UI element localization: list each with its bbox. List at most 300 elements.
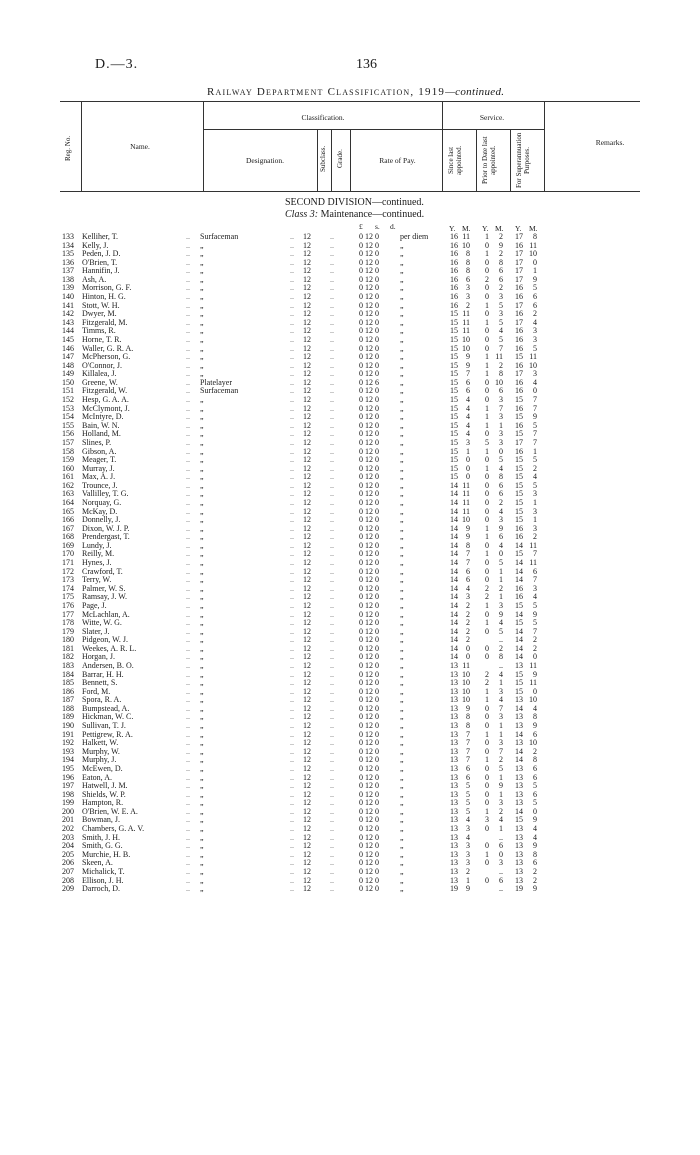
- employee-name: Chambers, G. A. V.: [82, 824, 145, 834]
- super-months: 0: [533, 386, 537, 396]
- since-last-months: 4: [466, 832, 470, 842]
- document-reference: D.—3.: [95, 57, 139, 72]
- super-years: 13: [515, 789, 523, 799]
- subclass: 12: [303, 703, 311, 713]
- employee-name: Bowman, J.: [82, 815, 120, 825]
- pay-period: „: [400, 240, 404, 250]
- leader-dots: ..: [290, 875, 294, 885]
- since-last-years: 16: [450, 292, 458, 302]
- prior-months: 1: [499, 772, 503, 782]
- super-months: 4: [533, 824, 537, 834]
- subclass: 12: [303, 583, 311, 593]
- subclass: 12: [303, 678, 311, 688]
- since-last-years: 15: [450, 455, 458, 465]
- designation: „: [200, 446, 204, 456]
- super-years: 16: [515, 334, 523, 344]
- super-years: 13: [515, 866, 523, 876]
- leader-dots: ..: [186, 497, 190, 507]
- leader-dots: ..: [186, 540, 190, 550]
- designation: „: [200, 678, 204, 688]
- prior-years: 1: [485, 686, 489, 696]
- prior-months: 5: [499, 455, 503, 465]
- prior-years: 1: [485, 317, 489, 327]
- col-divider: [81, 101, 82, 191]
- subclass: 12: [303, 592, 311, 602]
- rate-of-pay: 0 12 0: [359, 497, 379, 507]
- reg-no: 208: [62, 875, 74, 885]
- leader-dots: ..: [290, 849, 294, 859]
- since-last-years: 15: [450, 420, 458, 430]
- pay-period: „: [400, 360, 404, 370]
- since-last-years: 14: [450, 592, 458, 602]
- leader-dots: ..: [330, 326, 334, 336]
- since-last-years: 13: [450, 875, 458, 885]
- pay-period: „: [400, 583, 404, 593]
- leader-dots: ..: [186, 506, 190, 516]
- designation: „: [200, 849, 204, 859]
- rate-of-pay: 0 12 0: [359, 703, 379, 713]
- leader-dots: ..: [330, 618, 334, 628]
- since-last-years: 14: [450, 635, 458, 645]
- subclass: 12: [303, 789, 311, 799]
- since-last-months: 7: [466, 558, 470, 568]
- since-last-months: 10: [462, 695, 470, 705]
- since-last-months: 3: [466, 283, 470, 293]
- reg-no: 178: [62, 618, 74, 628]
- prior-months: 8: [499, 369, 503, 379]
- pay-period: „: [400, 600, 404, 610]
- prior-years: 1: [485, 532, 489, 542]
- super-years: 13: [515, 875, 523, 885]
- prior-years: 0: [485, 858, 489, 868]
- designation: „: [200, 703, 204, 713]
- col-divider: [544, 101, 545, 191]
- leader-dots: ..: [330, 686, 334, 696]
- since-last-months: 9: [466, 884, 470, 894]
- since-last-months: 4: [466, 395, 470, 405]
- leader-dots: ..: [330, 875, 334, 885]
- rate-of-pay: 0 12 0: [359, 721, 379, 731]
- leader-dots: ..: [290, 635, 294, 645]
- super-months: 0: [533, 257, 537, 267]
- employee-name: Murphy, J.: [82, 755, 117, 765]
- super-months: 6: [533, 729, 537, 739]
- rate-of-pay: 0 12 0: [359, 480, 379, 490]
- since-last-months: 1: [466, 875, 470, 885]
- leader-dots: ..: [330, 240, 334, 250]
- since-last-months: 0: [466, 643, 470, 653]
- super-months: 8: [533, 712, 537, 722]
- prior-years: 0: [485, 497, 489, 507]
- leader-dots: ..: [330, 815, 334, 825]
- subclass: 12: [303, 480, 311, 490]
- employee-name: Morrison, G. F.: [82, 283, 132, 293]
- employee-name: Spora, R. A.: [82, 695, 122, 705]
- prior-months: 3: [499, 515, 503, 525]
- leader-dots: ..: [186, 386, 190, 396]
- since-last-months: 10: [462, 678, 470, 688]
- super-months: 3: [533, 523, 537, 533]
- leader-dots: ..: [330, 309, 334, 319]
- designation: „: [200, 592, 204, 602]
- since-last-years: 14: [450, 626, 458, 636]
- since-last-months: 6: [466, 772, 470, 782]
- since-last-years: 15: [450, 317, 458, 327]
- header-reg-no: Reg. No.: [64, 135, 72, 161]
- pay-period: „: [400, 875, 404, 885]
- rate-of-pay: 0 12 0: [359, 540, 379, 550]
- prior-months: 0: [499, 446, 503, 456]
- reg-no: 185: [62, 678, 74, 688]
- rate-of-pay: 0 12 0: [359, 352, 379, 362]
- leader-dots: ..: [290, 643, 294, 653]
- rate-of-pay: 0 12 0: [359, 274, 379, 284]
- employee-name: Lundy, J.: [82, 540, 112, 550]
- since-last-years: 13: [450, 738, 458, 748]
- since-last-months: 2: [466, 626, 470, 636]
- employee-name: O'Brien, T.: [82, 257, 118, 267]
- leader-dots: ..: [330, 446, 334, 456]
- super-years: 14: [515, 643, 523, 653]
- subclass: 12: [303, 781, 311, 791]
- leader-dots: ..: [290, 472, 294, 482]
- rate-of-pay: 0 12 0: [359, 300, 379, 310]
- since-last-months: 11: [462, 489, 470, 499]
- leader-dots: ..: [290, 686, 294, 696]
- prior-years: 1: [485, 755, 489, 765]
- super-years: 13: [515, 772, 523, 782]
- prior-months: 1: [499, 789, 503, 799]
- super-months: 9: [533, 669, 537, 679]
- reg-no: 200: [62, 806, 74, 816]
- super-years: 16: [515, 343, 523, 353]
- rate-of-pay: 0 12 0: [359, 549, 379, 559]
- leader-dots: ..: [330, 369, 334, 379]
- subclass: 12: [303, 249, 311, 259]
- leader-dots: ..: [186, 884, 190, 894]
- prior-months: 5: [499, 334, 503, 344]
- pay-period: „: [400, 686, 404, 696]
- pay-period: „: [400, 781, 404, 791]
- super-months: 6: [533, 300, 537, 310]
- reg-no: 176: [62, 600, 74, 610]
- prior-years: 0: [485, 326, 489, 336]
- super-years: 14: [515, 626, 523, 636]
- pay-period: „: [400, 824, 404, 834]
- prior-months: 2: [499, 497, 503, 507]
- reg-no: 135: [62, 249, 74, 259]
- super-years: 13: [515, 832, 523, 842]
- subclass: 12: [303, 849, 311, 859]
- leader-dots: ..: [186, 738, 190, 748]
- subclass: 12: [303, 455, 311, 465]
- rate-of-pay: 0 12 0: [359, 772, 379, 782]
- pay-period: „: [400, 377, 404, 387]
- leader-dots: ..: [290, 523, 294, 533]
- reg-no: 171: [62, 558, 74, 568]
- subclass: 12: [303, 274, 311, 284]
- since-last-years: 13: [450, 798, 458, 808]
- super-months: 7: [533, 395, 537, 405]
- super-months: 0: [533, 806, 537, 816]
- employee-name: Murchie, H. B.: [82, 849, 131, 859]
- reg-no: 182: [62, 652, 74, 662]
- super-months: 6: [533, 292, 537, 302]
- prior-months: ..: [499, 884, 503, 894]
- col-divider: [476, 129, 477, 191]
- class-heading: [285, 209, 424, 220]
- pay-period: „: [400, 386, 404, 396]
- super-months: 9: [533, 274, 537, 284]
- employee-name: Horne, T. R.: [82, 334, 122, 344]
- reg-no: 139: [62, 283, 74, 293]
- leader-dots: ..: [186, 489, 190, 499]
- since-last-months: 3: [466, 824, 470, 834]
- prior-years: 0: [485, 429, 489, 439]
- since-last-months: 2: [466, 600, 470, 610]
- leader-dots: ..: [330, 669, 334, 679]
- rate-of-pay: 0 12 0: [359, 755, 379, 765]
- prior-years: 0: [485, 515, 489, 525]
- rate-of-pay: 0 12 0: [359, 738, 379, 748]
- subclass: 12: [303, 343, 311, 353]
- prior-years: 1: [485, 600, 489, 610]
- super-years: 17: [515, 437, 523, 447]
- leader-dots: ..: [330, 738, 334, 748]
- prior-years: 0: [485, 609, 489, 619]
- prior-years: 0: [485, 875, 489, 885]
- col-divider: [442, 101, 443, 191]
- leader-dots: ..: [186, 523, 190, 533]
- prior-years: 0: [485, 841, 489, 851]
- super-years: 16: [515, 360, 523, 370]
- leader-dots: ..: [290, 669, 294, 679]
- subclass: 12: [303, 841, 311, 851]
- prior-months: ..: [499, 832, 503, 842]
- since-last-months: 11: [462, 309, 470, 319]
- leader-dots: ..: [290, 515, 294, 525]
- pay-period: „: [400, 257, 404, 267]
- super-months: 11: [529, 540, 537, 550]
- leader-dots: ..: [290, 806, 294, 816]
- leader-dots: ..: [186, 678, 190, 688]
- super-years: 13: [515, 849, 523, 859]
- super-months: 4: [533, 472, 537, 482]
- subclass: 12: [303, 686, 311, 696]
- employee-name: Hampton, R.: [82, 798, 124, 808]
- pay-period: „: [400, 334, 404, 344]
- leader-dots: ..: [330, 386, 334, 396]
- leader-dots: ..: [186, 609, 190, 619]
- prior-months: 3: [499, 292, 503, 302]
- since-last-months: 8: [466, 249, 470, 259]
- prior-months: 5: [499, 317, 503, 327]
- prior-years: 1: [485, 695, 489, 705]
- super-years: 15: [515, 618, 523, 628]
- leader-dots: ..: [330, 643, 334, 653]
- since-last-years: 15: [450, 395, 458, 405]
- super-years: 15: [515, 497, 523, 507]
- rate-of-pay: 0 12 0: [359, 806, 379, 816]
- subclass: 12: [303, 695, 311, 705]
- leader-dots: ..: [330, 866, 334, 876]
- reg-no: 198: [62, 789, 74, 799]
- pay-period: „: [400, 420, 404, 430]
- leader-dots: ..: [186, 420, 190, 430]
- leader-dots: ..: [330, 463, 334, 473]
- leader-dots: ..: [330, 600, 334, 610]
- prior-years: 1: [485, 806, 489, 816]
- rate-of-pay: 0 12 0: [359, 283, 379, 293]
- pay-period: „: [400, 661, 404, 670]
- designation: „: [200, 661, 204, 670]
- leader-dots: ..: [186, 334, 190, 344]
- super-months: 9: [533, 609, 537, 619]
- pay-period: „: [400, 566, 404, 576]
- leader-dots: ..: [290, 746, 294, 756]
- super-years: 14: [515, 729, 523, 739]
- reg-no: 207: [62, 866, 74, 876]
- since-last-months: 6: [466, 386, 470, 396]
- subclass: 12: [303, 360, 311, 370]
- subclass: 12: [303, 232, 311, 241]
- super-years: 13: [515, 738, 523, 748]
- designation: „: [200, 643, 204, 653]
- reg-no: 163: [62, 489, 74, 499]
- prior-years: 0: [485, 377, 489, 387]
- leader-dots: ..: [330, 583, 334, 593]
- unit-shillings: s.: [375, 222, 380, 231]
- since-last-years: 13: [450, 824, 458, 834]
- leader-dots: ..: [290, 738, 294, 748]
- leader-dots: ..: [186, 755, 190, 765]
- super-months: 6: [533, 858, 537, 868]
- leader-dots: ..: [290, 815, 294, 825]
- since-last-months: 9: [466, 532, 470, 542]
- rate-of-pay: 0 12 0: [359, 626, 379, 636]
- since-last-months: 6: [466, 274, 470, 284]
- since-last-years: 14: [450, 532, 458, 542]
- unit-years: Y.: [449, 224, 456, 233]
- rate-of-pay: 0 12 0: [359, 489, 379, 499]
- super-months: 11: [529, 678, 537, 688]
- leader-dots: ..: [330, 841, 334, 851]
- pay-period: „: [400, 489, 404, 499]
- employee-name: Horgan, J.: [82, 652, 115, 662]
- super-years: 15: [515, 455, 523, 465]
- prior-years: 0: [485, 455, 489, 465]
- super-months: 7: [533, 437, 537, 447]
- prior-years: 2: [485, 669, 489, 679]
- pay-period: „: [400, 678, 404, 688]
- leader-dots: ..: [290, 609, 294, 619]
- subclass: 12: [303, 618, 311, 628]
- designation: „: [200, 480, 204, 490]
- title-continued: —continued.: [445, 86, 505, 98]
- leader-dots: ..: [186, 832, 190, 842]
- super-years: 15: [515, 815, 523, 825]
- leader-dots: ..: [186, 446, 190, 456]
- pay-period: „: [400, 609, 404, 619]
- header-since-last-appointed: Since last appointed.: [447, 145, 463, 175]
- header-top-rule: [60, 101, 640, 102]
- leader-dots: ..: [330, 592, 334, 602]
- reg-no: 204: [62, 841, 74, 851]
- subclass: 12: [303, 506, 311, 516]
- pay-period: per diem: [400, 232, 429, 241]
- prior-years: 5: [485, 437, 489, 447]
- leader-dots: ..: [330, 480, 334, 490]
- since-last-years: 15: [450, 412, 458, 422]
- since-last-months: 4: [466, 583, 470, 593]
- prior-months: ..: [499, 635, 503, 645]
- super-years: 13: [515, 721, 523, 731]
- employee-name: Ash, A.: [82, 274, 107, 284]
- super-years: 17: [515, 300, 523, 310]
- prior-years: 0: [485, 789, 489, 799]
- subclass: 12: [303, 738, 311, 748]
- prior-years: 1: [485, 232, 489, 241]
- leader-dots: ..: [330, 412, 334, 422]
- subclass: 12: [303, 721, 311, 731]
- leader-dots: ..: [330, 884, 334, 894]
- super-months: 2: [533, 643, 537, 653]
- since-last-years: 14: [450, 515, 458, 525]
- leader-dots: ..: [330, 721, 334, 731]
- prior-months: 1: [499, 575, 503, 585]
- pay-period: „: [400, 755, 404, 765]
- super-years: 17: [515, 274, 523, 284]
- leader-dots: ..: [290, 729, 294, 739]
- super-months: 3: [533, 334, 537, 344]
- leader-dots: ..: [290, 618, 294, 628]
- leader-dots: ..: [330, 429, 334, 439]
- reg-no: 156: [62, 429, 74, 439]
- prior-months: 10: [495, 377, 503, 387]
- super-years: 15: [515, 472, 523, 482]
- leader-dots: ..: [186, 669, 190, 679]
- since-last-months: 5: [466, 806, 470, 816]
- header-grade: Grade.: [336, 149, 344, 169]
- leader-dots: ..: [330, 695, 334, 705]
- employee-name: Terry, W.: [82, 575, 112, 585]
- reg-no: 190: [62, 721, 74, 731]
- since-last-years: 14: [450, 575, 458, 585]
- designation: Surfaceman: [200, 386, 239, 396]
- leader-dots: ..: [290, 566, 294, 576]
- rate-of-pay: 0 12 0: [359, 832, 379, 842]
- employee-name: Hinton, H. G.: [82, 292, 126, 302]
- rate-of-pay: 0 12 0: [359, 240, 379, 250]
- reg-no: 144: [62, 326, 74, 336]
- leader-dots: ..: [290, 377, 294, 387]
- prior-years: 0: [485, 472, 489, 482]
- since-last-years: 14: [450, 497, 458, 507]
- designation: „: [200, 429, 204, 439]
- employee-name: Dixon, W. J. P.: [82, 523, 130, 533]
- col-divider: [203, 101, 204, 191]
- prior-years: 0: [485, 558, 489, 568]
- reg-no: 154: [62, 412, 74, 422]
- reg-no: 147: [62, 352, 74, 362]
- super-months: 3: [533, 583, 537, 593]
- pay-period: „: [400, 309, 404, 319]
- prior-years: 0: [485, 489, 489, 499]
- leader-dots: ..: [186, 721, 190, 731]
- employee-name: Fitzgerald, W.: [82, 386, 128, 396]
- subclass: 12: [303, 429, 311, 439]
- prior-years: 2: [485, 678, 489, 688]
